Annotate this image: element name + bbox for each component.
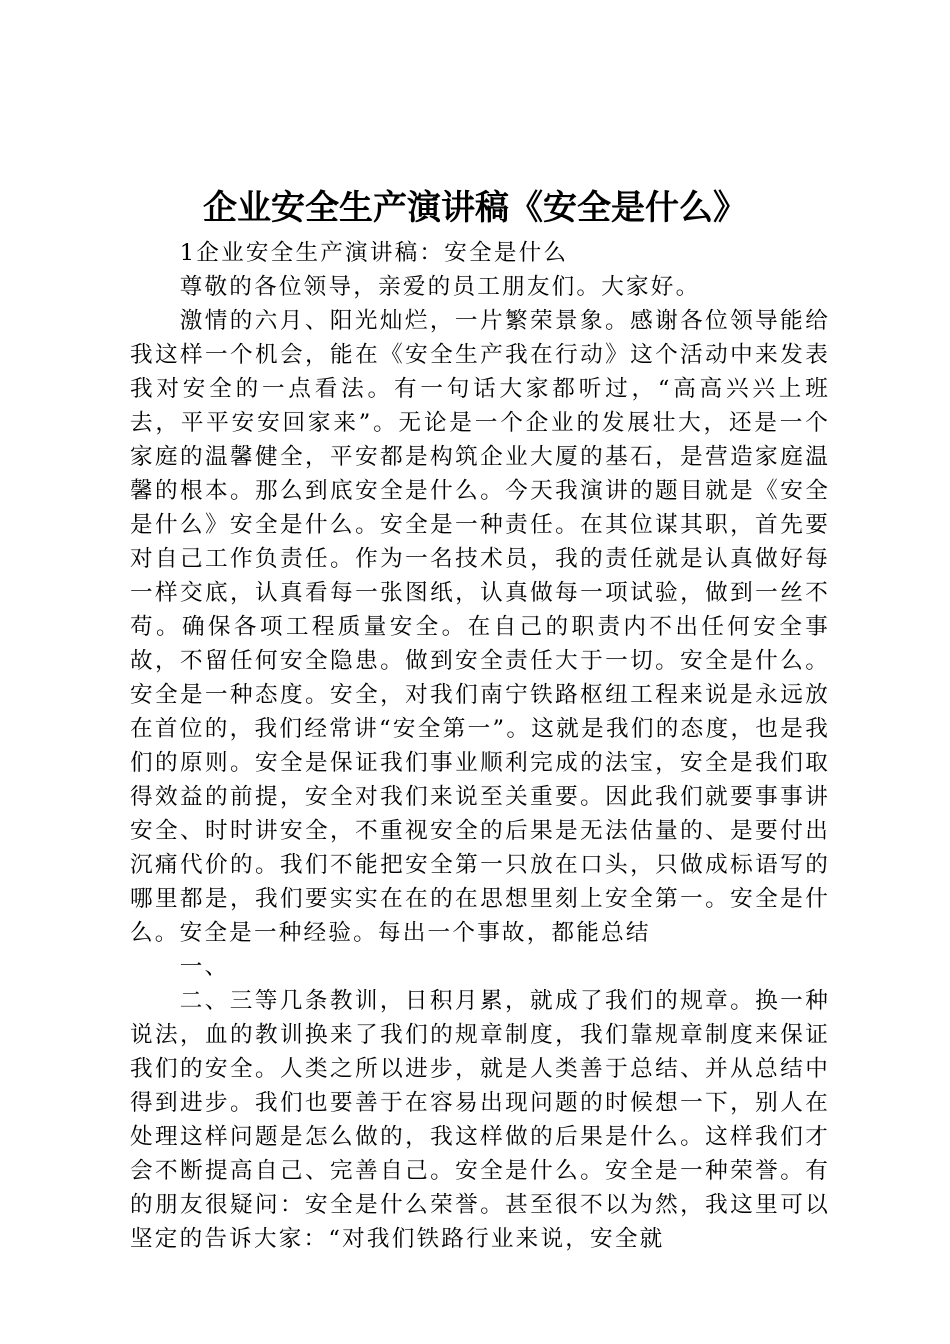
document-title: 企业安全生产演讲稿《安全是什么》 [203,188,747,228]
body-paragraph: 尊敬的各位领导，亲爱的员工朋友们。大家好。 [179,274,701,300]
body-paragraph: 1企业安全生产演讲稿：安全是什么 [179,240,569,266]
body-paragraph: 激情的六月、阳光灿烂，一片繁荣景象。感谢各位领导能给我这样一个机会，能在《安全生产我在行动》这个活动中来发表我对安全的一点看法。有一句话大家都听过，“高高兴兴上班去，平平安安回家来”。无论是一个企业的发展壮大，还是一个家庭的温馨健全，平安都是构筑企业大厦的基石，是营造家庭温馨的根本。那么到底安全是什么。今天我演讲的题目就是《安全是什么》安全是什么。安全是一种责任。在其位谋其职，首先要对自己工作负责任。作为一名技术员，我的责任就是认真做好每一样交底，认真看每一张图纸，认真做每一项试验，做到一丝不苟。确保各项工程质量安全。在自己的职责内不出任何安全事故，不留任何安全隐患。做到安全责任大于一切。安全是什么。安全是一种态度。安全，对我们南宁铁路枢纽工程来说是永远放在首位的，我们经常讲“安全第一”。这就是我们的态度，也是我们的原则。安全是保证我们事业顺利完成的法宝，安全是我们取得效益的前提，安全对我们来说至关重要。因此我们就要事事讲安全、时时讲安全，不重视安全的后果是无法估量的、是要付出沉痛代价的。我们不能把安全第一只放在口头，只做成标语写的哪里都是，我们要实实在在的在思想里刻上安全第一。安全是什么。安全是一种经验。每出一个事故，都能总结 [130,308,830,946]
body-paragraph: 二、三等几条教训，日积月累，就成了我们的规章。换一种说法，血的教训换来了我们的规章制度，我们靠规章制度来保证我们的安全。人类之所以进步，就是人类善于总结、并从总结中得到进步。我们也要善于在容易出现问题的时候想一下，别人在处理这样问题是怎么做的，我这样做的后果是什么。这样我们才会不断提高自己、完善自己。安全是什么。安全是一种荣誉。有的朋友很疑问：安全是什么荣誉。甚至很不以为然，我这里可以坚定的告诉大家：“对我们铁路行业来说，安全就 [130,988,830,1252]
document-body [130,236,830,1256]
body-paragraph: 一、 [179,954,230,980]
